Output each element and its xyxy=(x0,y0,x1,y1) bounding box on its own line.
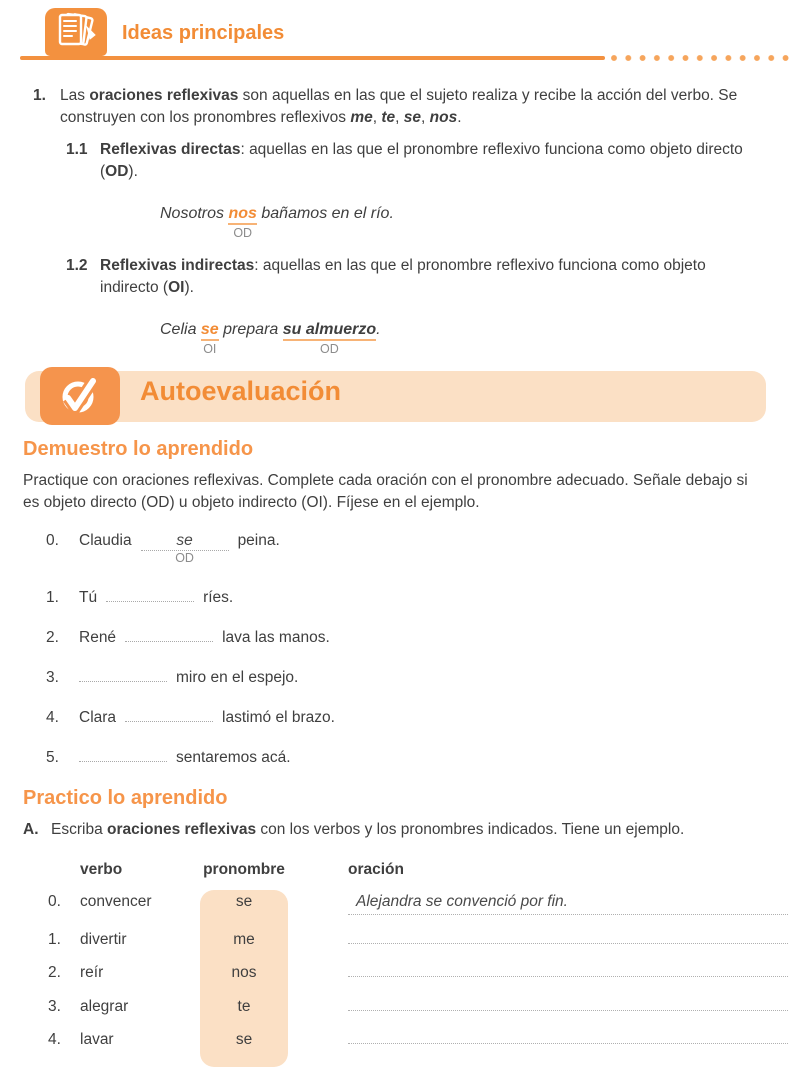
example-end: . xyxy=(376,321,381,338)
item-text-post: peina. xyxy=(237,532,280,549)
example-post: bañamos en el río. xyxy=(256,205,394,222)
answer-line xyxy=(348,925,788,944)
column-header-pronombre: pronombre xyxy=(203,861,285,878)
item-number: 4. xyxy=(46,709,59,726)
sub-point-1-1 xyxy=(66,139,791,183)
item-text-post: lastimó el brazo. xyxy=(222,709,335,726)
section-title-autoevaluacion: Autoevaluación xyxy=(140,376,342,406)
answer-blank xyxy=(125,721,213,722)
stacked-notes-icon-svg xyxy=(54,12,98,52)
exercise-item-3 xyxy=(46,667,791,689)
labeled-pronoun xyxy=(228,203,257,240)
row-number: 0. xyxy=(48,893,61,910)
dotted-divider xyxy=(611,55,789,61)
verbo-cell: lavar xyxy=(80,1031,114,1048)
instruction-text: Escriba oraciones reflexivas con los verbos y los pronombres indicados. Tiene un ejemplo. xyxy=(51,821,685,838)
table-row-3 xyxy=(48,992,788,1026)
item-number: 2. xyxy=(46,629,59,646)
answer-blank xyxy=(79,761,167,762)
oracion-cell xyxy=(348,891,788,915)
example-pre: Nosotros xyxy=(160,205,229,222)
verbo-cell: alegrar xyxy=(80,997,129,1015)
stacked-notes-icon xyxy=(45,8,107,56)
example-pre: Celia xyxy=(160,321,201,338)
table-row-2 xyxy=(48,958,788,992)
answer-line xyxy=(348,958,788,977)
example-direct xyxy=(160,203,791,240)
grammar-label: OD xyxy=(233,226,253,240)
ideas-header xyxy=(0,6,791,61)
oracion-cell xyxy=(348,992,788,1011)
item-number: 1. xyxy=(33,87,46,104)
autoevaluacion-banner xyxy=(25,371,766,422)
example-indirect xyxy=(160,319,791,356)
pronombre-cell: se xyxy=(235,1031,253,1048)
sub-text: Reflexivas directas: aquellas en las que el pronombre reflexivo funciona como objeto directo (OD). xyxy=(100,141,743,180)
answer-blank xyxy=(106,601,194,602)
item-number: 1. xyxy=(46,589,59,606)
verbo-cell: reír xyxy=(80,964,104,981)
oracion-cell xyxy=(348,1025,788,1044)
exercise-item-2 xyxy=(46,627,791,649)
row-number: 3. xyxy=(48,997,61,1015)
sub-number: 1.2 xyxy=(66,257,88,274)
section-title-ideas: Ideas principales xyxy=(122,22,285,44)
answer-blank xyxy=(79,681,167,682)
answer-line xyxy=(348,1025,788,1044)
item-text-post: ríes. xyxy=(203,589,234,606)
heading-demuestro: Demuestro lo aprendido xyxy=(23,438,254,460)
row-number: 1. xyxy=(48,930,61,948)
item-text-pre: Claudia xyxy=(79,532,132,549)
object-highlight: su almuerzo xyxy=(283,321,376,341)
row-number: 4. xyxy=(48,1031,61,1048)
example-mid: prepara xyxy=(218,321,283,338)
item-text: Las oraciones reflexivas son aquellas en las que el sujeto realiza y recibe la acción del verbo. Se construyen con los pronombres reflexivos me, te, se, nos. xyxy=(60,87,738,126)
row-number: 2. xyxy=(48,964,61,981)
sub-number: 1.1 xyxy=(66,141,88,158)
column-header-oracion: oración xyxy=(348,861,404,878)
instruction-letter: A. xyxy=(23,821,39,838)
exercise-item-0 xyxy=(46,530,791,565)
answer-line xyxy=(348,992,788,1011)
column-header-verbo: verbo xyxy=(80,861,123,878)
exercise-item-4 xyxy=(46,707,791,729)
item-text-post: miro en el espejo. xyxy=(176,669,299,686)
exercise-item-1 xyxy=(46,587,791,609)
table-row-4 xyxy=(48,1025,788,1059)
pronoun-highlight: nos xyxy=(228,205,256,225)
item-text-post: lava las manos. xyxy=(222,629,330,646)
answer-blank xyxy=(125,641,213,642)
main-point-1 xyxy=(33,85,791,129)
item-text-pre: Tú xyxy=(79,589,98,606)
heading-practico: Practico lo aprendido xyxy=(23,787,228,809)
item-text-pre: René xyxy=(79,629,117,646)
answer-blank-filled xyxy=(141,531,229,565)
grammar-label: OD xyxy=(320,342,339,356)
answer-line-filled: Alejandra se convenció por fin. xyxy=(348,891,788,915)
grammar-label: OD xyxy=(175,551,194,565)
pronombre-cell: te xyxy=(237,997,251,1015)
exercise-item-5 xyxy=(46,747,791,769)
oracion-cell xyxy=(348,958,788,977)
divider-line xyxy=(20,56,605,60)
practico-instruction xyxy=(23,819,766,841)
item-number: 3. xyxy=(46,669,59,686)
sub-text: Reflexivas indirectas: aquellas en las que el pronombre reflexivo funciona como objeto indirecto (OI). xyxy=(100,257,706,296)
check-circle-icon-svg xyxy=(56,374,104,418)
item-number: 0. xyxy=(46,532,59,549)
item-number: 5. xyxy=(46,749,59,766)
table-row-1 xyxy=(48,925,788,959)
pronombre-cell: nos xyxy=(231,964,257,981)
table-row-0 xyxy=(48,891,788,925)
verbo-cell: divertir xyxy=(80,930,127,948)
grammar-label: OI xyxy=(203,342,217,356)
table-header-row xyxy=(48,859,788,881)
sub-point-1-2 xyxy=(66,255,791,299)
demuestro-instructions: Practique con oraciones reflexivas. Complete cada oración con el pronombre adecuado. Señale debajo si es objeto directo (OD) u objeto indirecto (OI). Fíjese en el ejemplo. xyxy=(23,472,748,511)
item-text-pre: Clara xyxy=(79,709,117,726)
labeled-object xyxy=(282,319,377,356)
oracion-cell xyxy=(348,925,788,944)
item-text-post: sentaremos acá. xyxy=(176,749,291,766)
pronoun-highlight: se xyxy=(201,321,219,341)
answer-text: se xyxy=(176,532,193,549)
practico-table xyxy=(48,859,788,1059)
verbo-cell: convencer xyxy=(80,893,152,910)
pronombre-cell: se xyxy=(235,893,253,910)
check-circle-icon xyxy=(40,367,120,425)
pronombre-cell: me xyxy=(233,930,255,948)
labeled-pronoun xyxy=(200,319,219,356)
